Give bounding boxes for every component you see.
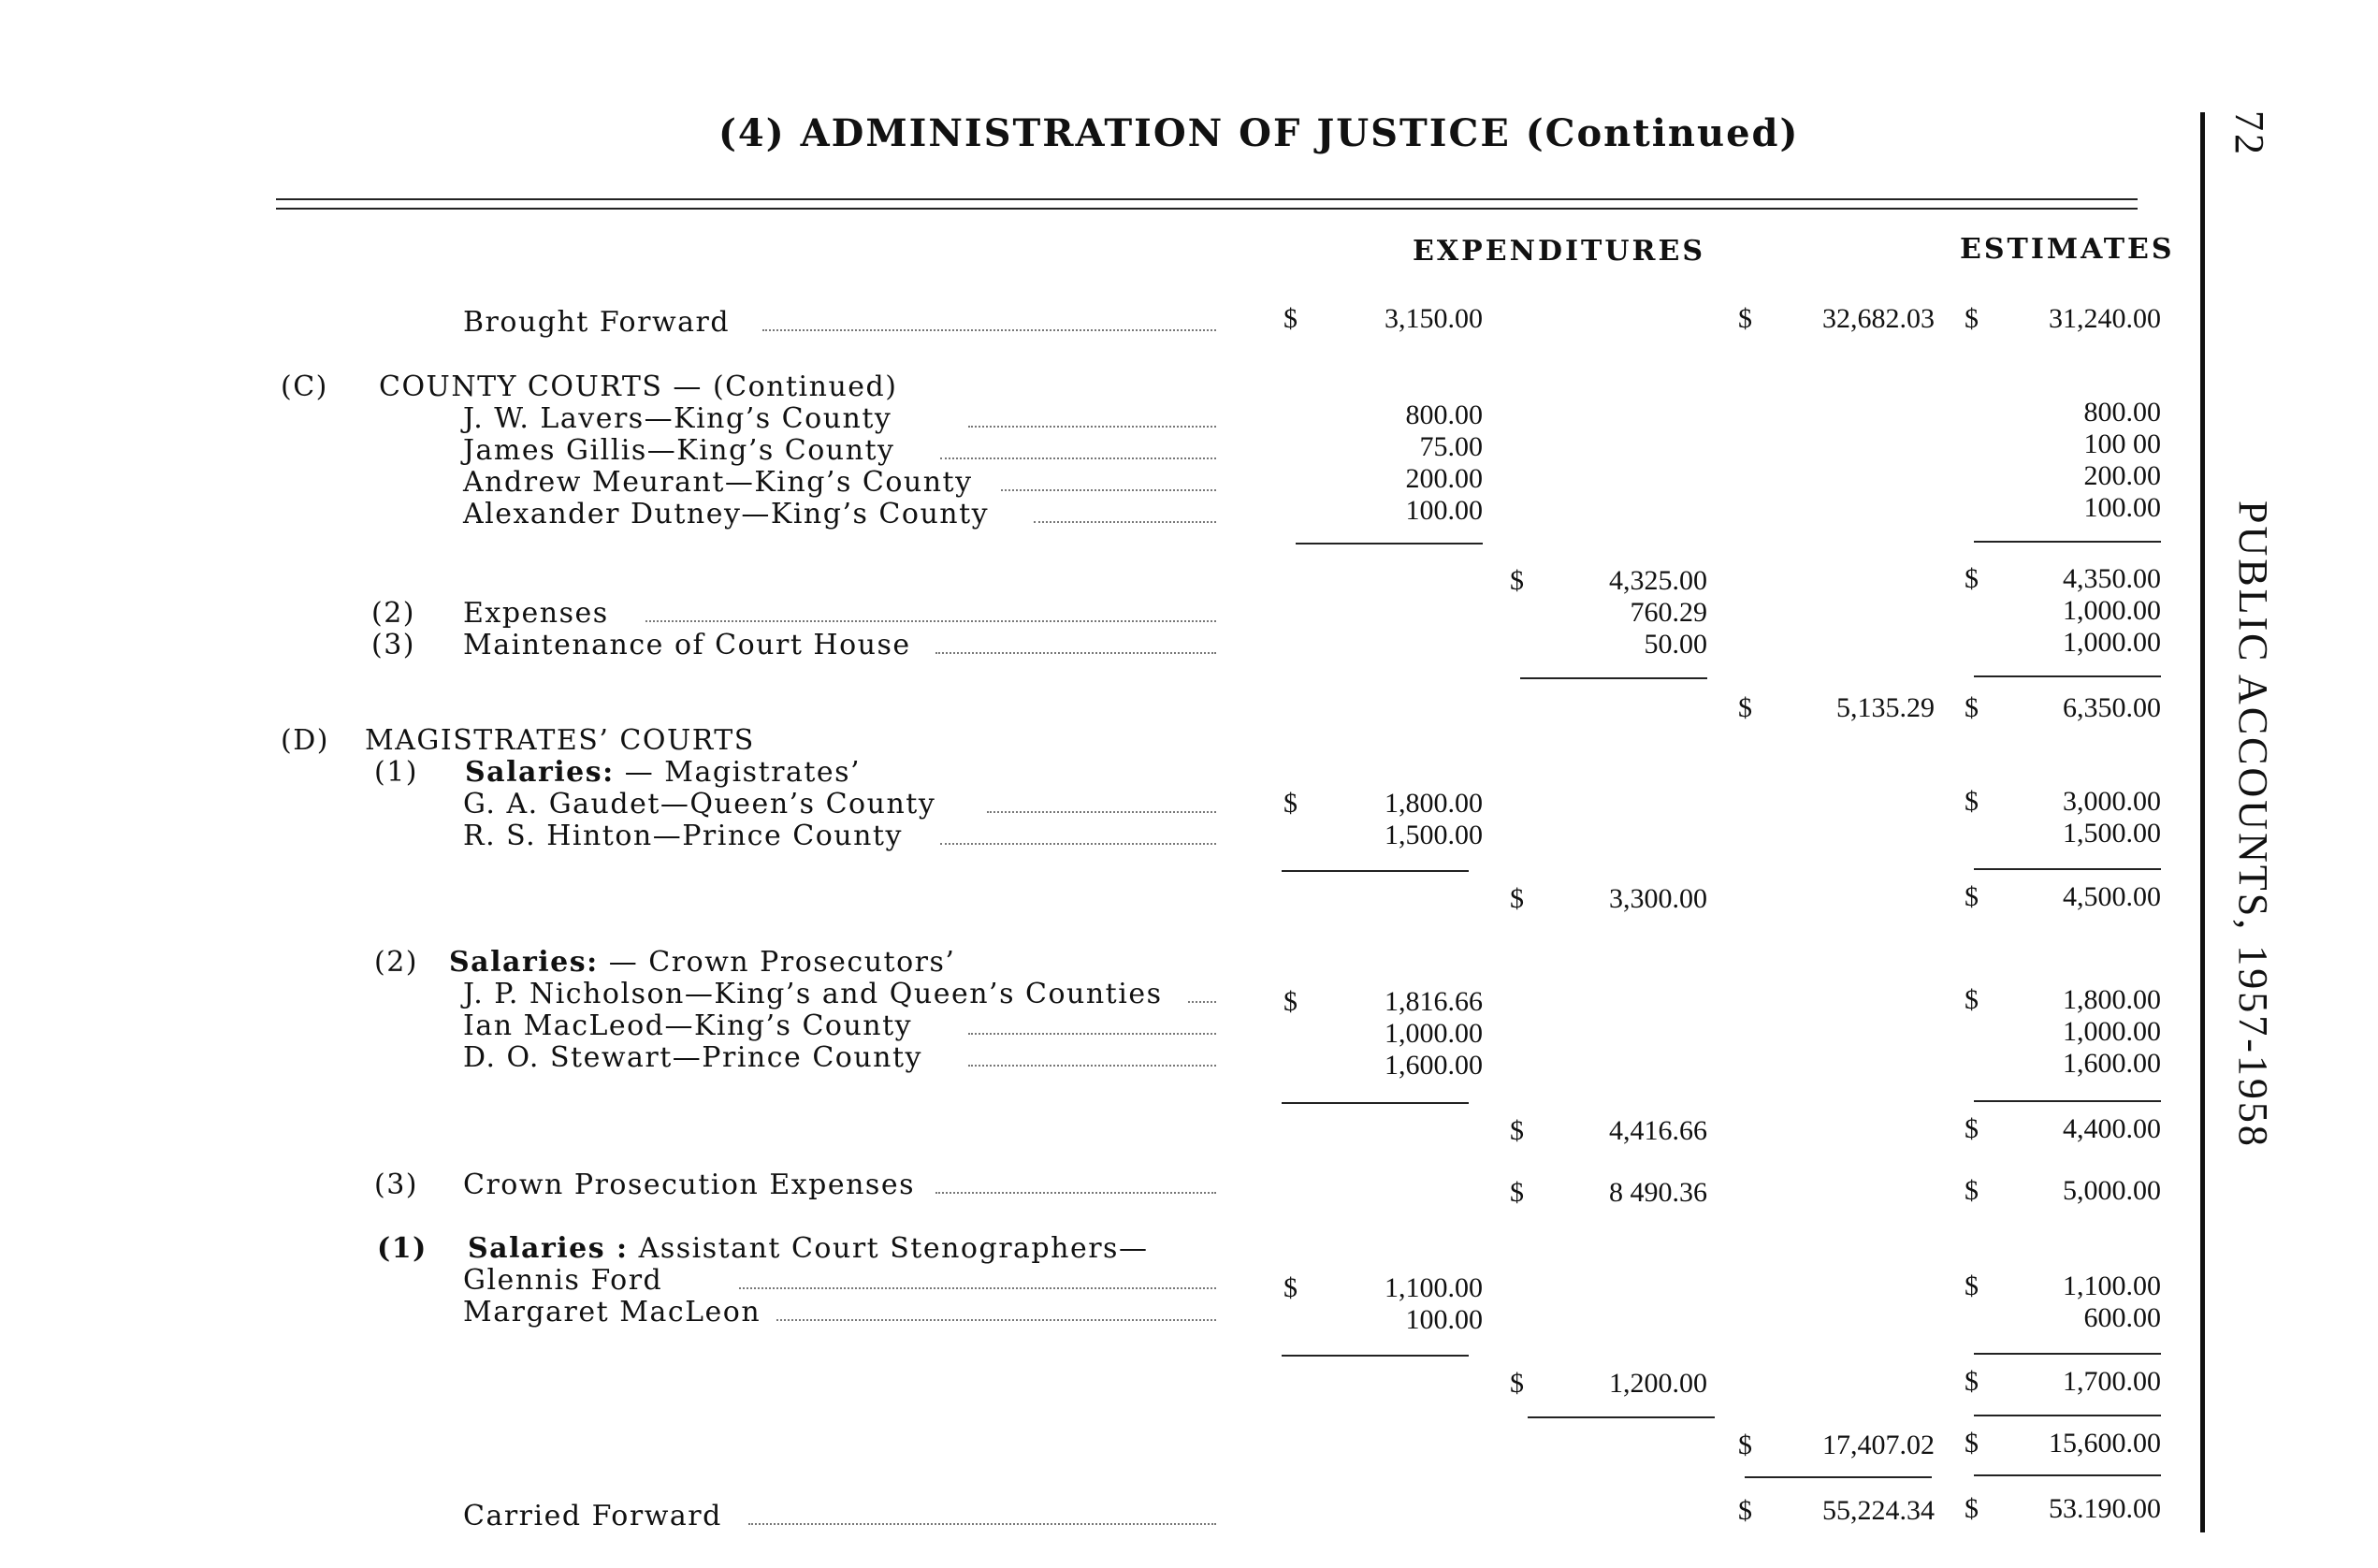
subtotal-rule [1974,1100,2161,1102]
subtotal-rule [1520,677,1707,679]
dollar-sign: $ [1965,1175,1979,1206]
total-rule [1974,1474,2161,1476]
section-c-code: (C) [281,370,328,403]
item-est: 600.00 [2083,1302,2161,1333]
subsection-bold: Salaries: [465,756,615,789]
section-total-exp3: 17,407.02 [1822,1430,1935,1460]
subsection-code: (1) [377,1232,428,1265]
header-rule-bottom [276,208,2138,210]
dollar-sign: $ [1965,1493,1979,1524]
subtotal-exp2: 3,300.00 [1609,883,1707,914]
subtotal-exp2: 4,416.66 [1609,1115,1707,1146]
leader-dots [968,1065,1216,1067]
section-total-exp3: 5,135.29 [1836,692,1935,723]
carried-forward-label: Carried Forward [463,1500,722,1532]
item-label: G. A. Gaudet—Queen’s County [463,788,936,820]
item-est: 1,000.00 [2063,595,2161,626]
dollar-sign: $ [1965,563,1979,594]
leader-dots [968,426,1216,428]
subtotal-rule [1528,1416,1715,1418]
dollar-sign: $ [1738,1430,1752,1460]
leader-dots [776,1319,1216,1321]
subtotal-exp2: 4,325.00 [1609,565,1707,596]
dollar-sign: $ [1965,786,1979,817]
subsection-code: (2) [374,946,418,979]
subtotal-rule [1974,675,2161,677]
item-est: 1,600.00 [2063,1048,2161,1079]
item-est: 3,000.00 [2063,786,2161,817]
section-total-est: 6,350.00 [2063,692,2161,723]
item-label: Alexander Dutney—King’s County [463,498,990,530]
item-est: 1,800.00 [2063,984,2161,1015]
header-rule-top [276,198,2138,200]
item-est: 200.00 [2083,460,2161,491]
leader-dots [748,1523,1216,1525]
item-est: 1,000.00 [2063,627,2161,658]
brought-forward-label: Brought Forward [463,306,731,339]
subtotal-est: 1,700.00 [2063,1366,2161,1397]
dollar-sign: $ [1283,986,1298,1017]
item-label: James Gillis—King’s County [463,434,895,467]
item-label: Margaret MacLeon [463,1296,761,1328]
brought-forward-est: 31,240.00 [2049,303,2161,334]
subsection-rest: Assistant Court Stenographers— [628,1232,1149,1265]
total-rule [1745,1476,1932,1478]
dollar-sign: $ [1965,984,1979,1015]
section-d-title: MAGISTRATES’ COURTS [365,724,755,757]
subtotal-rule [1974,1353,2161,1355]
subtotal-rule [1296,543,1483,544]
leader-dots [935,652,1216,654]
item-est: 1,100.00 [2063,1270,2161,1301]
item-exp2: 760.29 [1630,597,1707,628]
item-label: Expenses [463,597,609,630]
item-code: (2) [371,597,415,630]
item-label: J. P. Nicholson—King’s and Queen’s Counties [463,978,1163,1010]
leader-dots [645,620,1216,622]
item-exp2: 50.00 [1644,629,1707,660]
item-exp1: 1,000.00 [1385,1018,1483,1049]
dollar-sign: $ [1510,565,1524,596]
dollar-sign: $ [1738,303,1752,334]
item-est: 5,000.00 [2063,1175,2161,1206]
dollar-sign: $ [1510,1177,1524,1208]
page-edge-rule [2200,112,2205,1532]
leader-dots [940,843,1216,845]
item-est: 800.00 [2083,397,2161,428]
dollar-sign: $ [1510,1368,1524,1399]
subsection-rest: — Magistrates’ [614,756,862,789]
item-code: (3) [374,1169,418,1201]
leader-dots [987,811,1216,813]
item-est: 100.00 [2083,492,2161,523]
item-label: J. W. Lavers—King’s County [463,402,892,435]
item-exp1: 1,800.00 [1385,788,1483,819]
dollar-sign: $ [1965,1428,1979,1459]
item-est: 1,000.00 [2063,1016,2161,1047]
item-exp1: 800.00 [1405,399,1483,430]
side-title: PUBLIC ACCOUNTS, 1957-1958 [2230,501,2276,1149]
subsection-bold: Salaries: [449,946,599,979]
dollar-sign: $ [1510,1115,1524,1146]
subtotal-est: 4,350.00 [2063,563,2161,594]
subsection-rest: — Crown Prosecutors’ [598,946,956,979]
item-exp1: 1,500.00 [1385,820,1483,850]
subtotal-est: 4,400.00 [2063,1113,2161,1144]
section-c-title: COUNTY COURTS — (Continued) [379,370,898,403]
item-exp1: 1,600.00 [1385,1050,1483,1081]
item-exp1: 1,100.00 [1385,1272,1483,1303]
item-label: D. O. Stewart—Prince County [463,1041,922,1074]
leader-dots [1001,489,1216,491]
dollar-sign: $ [1283,1272,1298,1303]
leader-dots [1188,1001,1216,1003]
subsection-code: (1) [374,756,418,789]
column-header-estimates: ESTIMATES [1960,233,2175,266]
item-exp1: 100.00 [1405,495,1483,526]
item-label: Ian MacLeod—King’s County [463,1009,913,1042]
dollar-sign: $ [1283,788,1298,819]
item-exp1: 1,816.66 [1385,986,1483,1017]
carried-forward-exp3: 55,224.34 [1822,1495,1935,1526]
leader-dots [762,329,1216,331]
dollar-sign: $ [1738,1495,1752,1526]
item-est: 100 00 [2083,428,2161,459]
item-exp1: 200.00 [1405,463,1483,494]
item-exp2: 8 490.36 [1609,1177,1707,1208]
subsection-title [468,1233,1148,1265]
subtotal-rule [1974,1415,2161,1416]
dollar-sign: $ [1965,1366,1979,1397]
column-header-expenditures: EXPENDITURES [1413,235,1705,268]
subtotal-exp2: 1,200.00 [1609,1368,1707,1399]
dollar-sign: $ [1510,883,1524,914]
subtotal-est: 4,500.00 [2063,881,2161,912]
subtotal-rule [1974,541,2161,543]
dollar-sign: $ [1965,692,1979,723]
brought-forward-exp1: 3,150.00 [1385,303,1483,334]
dollar-sign: $ [1965,1113,1979,1144]
leader-dots [1034,521,1216,523]
page-header: (4) ADMINISTRATION OF JUSTICE (Continued) [718,111,1800,155]
item-est: 1,500.00 [2063,818,2161,849]
subsection-title [465,757,861,789]
item-code: (3) [371,629,415,661]
subsection-title [449,947,955,979]
dollar-sign: $ [1738,692,1752,723]
subtotal-rule [1282,1355,1469,1357]
item-label: R. S. Hinton—Prince County [463,820,903,852]
dollar-sign: $ [1965,881,1979,912]
section-d-code: (D) [281,724,329,757]
dollar-sign: $ [1283,303,1298,334]
side-page-number: 72 [2226,110,2272,157]
item-label: Maintenance of Court House [463,629,911,661]
leader-dots [940,457,1216,459]
section-total-est: 15,600.00 [2049,1428,2161,1459]
subsection-bold: Salaries : [468,1232,629,1265]
item-label: Crown Prosecution Expenses [463,1169,915,1201]
item-label: Glennis Ford [463,1264,663,1297]
carried-forward-est: 53.190.00 [2049,1493,2161,1524]
subtotal-rule [1282,870,1469,872]
item-exp1: 75.00 [1419,431,1483,462]
leader-dots [935,1192,1216,1194]
dollar-sign: $ [1965,1270,1979,1301]
item-label: Andrew Meurant—King’s County [463,466,973,499]
subtotal-rule [1974,868,2161,870]
dollar-sign: $ [1965,303,1979,334]
leader-dots [968,1033,1216,1035]
item-exp1: 100.00 [1405,1304,1483,1335]
subtotal-rule [1282,1102,1469,1104]
brought-forward-exp3: 32,682.03 [1822,303,1935,334]
leader-dots [739,1287,1216,1289]
